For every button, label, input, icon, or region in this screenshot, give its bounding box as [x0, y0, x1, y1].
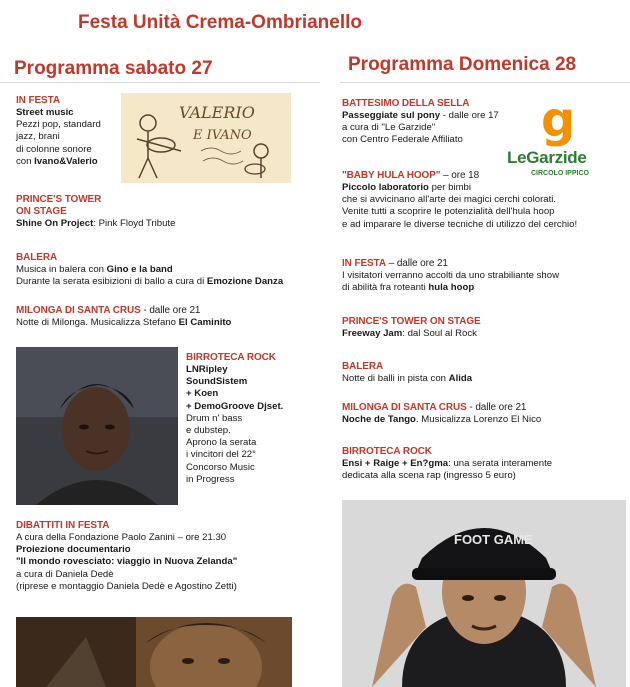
text-line: i vincitori del 22°	[186, 449, 256, 461]
section-title: BIRROTECA ROCK	[186, 352, 276, 363]
text-line: Drum n' bass	[186, 412, 243, 424]
section-title: PRINCE'S TOWER	[16, 194, 102, 205]
lnripley-photo	[16, 347, 178, 505]
event-name: Street music	[16, 107, 74, 118]
text-line: con	[16, 155, 35, 167]
sun-balera	[342, 361, 472, 385]
section-time: – dalle ore 21	[386, 258, 448, 269]
logo-letter: g	[541, 100, 576, 148]
text-line: Notte di balli in pista con	[342, 373, 449, 384]
text-line: a cura di Daniela Dedè	[16, 568, 114, 580]
text-line: . Musicalizza Lorenzo El Nico	[415, 414, 542, 425]
section-title: IN FESTA	[342, 258, 387, 269]
act-name: + DemoGroove Djset.	[186, 400, 284, 412]
poster-subtitle: E IVANO	[193, 128, 252, 143]
act-name: Shine On Project	[16, 218, 94, 229]
sat-princes-tower	[16, 194, 175, 230]
text-line: di abilità fra roteanti	[342, 282, 429, 294]
sun-battesimo	[342, 98, 499, 147]
poster-title: VALERIO	[179, 103, 255, 122]
page-title: Festa Unità Crema-Ombrianello	[78, 12, 363, 33]
text-line: a cura di "Le Garzide"	[342, 122, 436, 134]
logo-subtitle: CIRCOLO IPPICO	[531, 170, 589, 177]
sat-balera	[16, 252, 283, 288]
event-name: hula hoop	[428, 282, 475, 294]
text-line: per bimbi	[428, 182, 472, 193]
text-line: Venite tutti a scoprire le potenzialità dell'hula hoop	[342, 206, 555, 218]
text-line: Musica in balera con	[16, 264, 107, 275]
text-line: "Il mondo rovesciato: viaggio in Nuova Zelanda"	[16, 556, 238, 568]
text-line: Pezzi pop, standard	[16, 119, 101, 131]
act-name: Ensi + Raige + En?gma	[342, 458, 449, 469]
section-time: - dalle ore 21	[466, 402, 527, 413]
text-line: dedicata alla scena rap (ingresso 5 euro)	[342, 470, 516, 482]
section-title: "BABY HULA HOOP"	[342, 170, 441, 181]
text-line: Aprono la serata	[186, 437, 257, 449]
act-name: Gino e la band	[106, 264, 173, 275]
sun-birroteca	[342, 446, 552, 482]
act-name: LNRipley	[186, 364, 228, 375]
section-title: BALERA	[16, 252, 58, 263]
text-line: Concorso Music	[186, 461, 255, 473]
section-title: MILONGA DI SANTA CRUS	[16, 305, 141, 316]
act-desc: : dal Soul al Rock	[402, 328, 477, 339]
text-line: Notte di Milonga. Musicalizza Stefano	[16, 317, 179, 328]
sunday-heading: Programma Domenica 28	[348, 54, 577, 75]
divider	[0, 82, 320, 83]
text-line: I visitatori verranno accolti da uno strabiliante show	[342, 270, 560, 281]
sat-dibattiti	[16, 520, 237, 593]
act-name: + Koen	[186, 388, 219, 400]
text-line: e ad imparare le diverse tecniche di utilizzo del cerchio!	[342, 218, 578, 230]
documentary-photo	[16, 617, 292, 687]
section-time: – ore 18	[440, 170, 480, 181]
event-name: Passeggiate sul pony	[342, 110, 441, 121]
act-name: Freeway Jam	[342, 328, 403, 339]
text-line: di colonne sonore	[16, 143, 92, 155]
section-time: - dalle ore 21	[140, 305, 201, 316]
text-line: in Progress	[186, 473, 235, 485]
sun-hula-hoop	[342, 170, 577, 231]
text-line: : una serata interamente	[448, 458, 553, 469]
act-name: Emozione Danza	[206, 276, 284, 288]
section-title: PRINCE'S TOWER ON STAGE	[342, 316, 481, 327]
rapper-photo	[342, 500, 626, 687]
valerio-ivano-poster	[121, 93, 291, 183]
act-name: Alida	[448, 373, 473, 384]
text-line: jazz, brani	[16, 131, 60, 143]
section-title: BALERA	[342, 361, 384, 372]
saturday-heading: Programma sabato 27	[14, 58, 213, 79]
text-line: Proiezione documentario	[16, 544, 131, 556]
section-title: BATTESIMO DELLA SELLA	[342, 98, 470, 109]
sun-princes-tower	[342, 316, 481, 340]
section-title: IN FESTA	[16, 95, 61, 106]
sat-milonga	[16, 305, 231, 329]
section-title: BIRROTECA ROCK	[342, 446, 432, 457]
event-time: - dalle ore 17	[440, 110, 499, 121]
sat-birroteca	[186, 352, 283, 486]
text-line: A cura della Fondazione Paolo Zanini – ore 21.30	[16, 532, 227, 543]
text-line: Durante la serata esibizioni di ballo a cura di	[16, 276, 207, 288]
sun-infesta	[342, 258, 559, 294]
cap-text: FOOT GAME	[454, 532, 533, 547]
text-line: che si avvicinano all'arte dei magici cerchi colorati.	[342, 194, 557, 206]
act-desc: : Pink Floyd Tribute	[93, 218, 176, 229]
act-name: El Caminito	[178, 317, 232, 328]
text-line: con Centro Federale Affiliato	[342, 134, 463, 146]
section-title: DIBATTITI IN FESTA	[16, 520, 110, 531]
section-title: ON STAGE	[16, 206, 67, 217]
sat-infesta	[16, 95, 101, 168]
text-line: e dubstep.	[186, 425, 231, 437]
logo-name: LeGarzide	[507, 148, 587, 167]
section-title: MILONGA DI SANTA CRUS	[342, 402, 467, 413]
event-name: Piccolo laboratorio	[342, 182, 429, 193]
text-line: (riprese e montaggio Daniela Dedè e Agostino Zetti)	[16, 580, 237, 592]
event-name: Noche de Tango	[342, 414, 416, 425]
divider	[340, 82, 630, 83]
sun-milonga	[342, 402, 541, 426]
act-name: SoundSistem	[186, 376, 248, 388]
artist-name: Ivano&Valerio	[34, 155, 98, 167]
